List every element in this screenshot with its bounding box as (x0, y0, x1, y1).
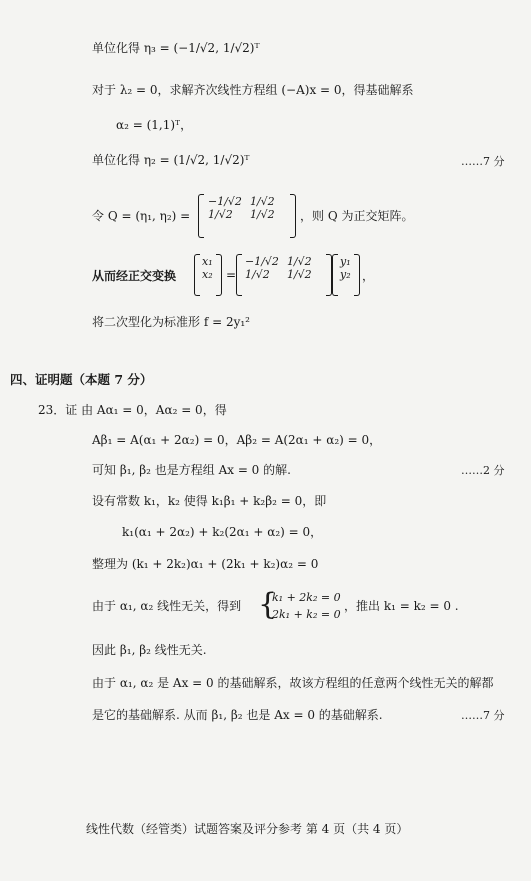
y-2: y₂ (340, 268, 351, 281)
equals: = (226, 268, 237, 282)
proof-line-8: 因此 β₁, β₂ 线性无关. (92, 643, 207, 657)
line-unitize-eta1: 单位化得 η₃ = (−1/√2, 1/√2)ᵀ (92, 41, 260, 55)
proof-line-7-conclusion: ，推出 k₁ = k₂ = 0 . (344, 599, 459, 613)
left-brace: { (258, 587, 278, 622)
score-2: ……2 分 (461, 464, 505, 477)
q-12: 1/√2 (249, 195, 275, 208)
vector-x (198, 255, 217, 281)
right-bracket (290, 194, 296, 238)
y-1: y₁ (340, 255, 351, 268)
line-alpha2: α₂ = (1,1)ᵀ， (116, 118, 193, 132)
section-title: 四、证明题（本题 7 分） (10, 372, 153, 387)
matrix-q-transform (241, 255, 316, 281)
line-unitize-eta2: 单位化得 η₂ = (1/√2, 1/√2)ᵀ (92, 153, 250, 167)
line-transform: 从而经正交变换 (92, 269, 177, 283)
t-22: 1/√2 (286, 268, 312, 281)
system-eq-1: k₁ + 2k₂ = 0 (272, 591, 341, 604)
proof-line-9: 由于 α₁, α₂ 是 Ax = 0 的基础解系，故该方程组的任意两个线性无关的解都 (92, 676, 494, 690)
x-2: x₂ (202, 268, 213, 281)
q-21: 1/√2 (208, 208, 233, 221)
proof-line-10: 是它的基础解系. 从而 β₁, β₂ 也是 Ax = 0 的基础解系. (92, 708, 383, 722)
line-q-orthogonal: ，则 Q 为正交矩阵。 (300, 209, 414, 223)
t-12: 1/√2 (286, 255, 312, 268)
right-bracket (216, 254, 222, 296)
proof-line-6: 整理为 (k₁ + 2k₂)α₁ + (2k₁ + k₂)α₂ = 0 (92, 557, 319, 571)
system-eq-2: 2k₁ + k₂ = 0 (272, 608, 341, 621)
proof-line-3: 可知 β₁, β₂ 也是方程组 Ax = 0 的解. (92, 463, 291, 477)
comma: ， (362, 269, 375, 283)
line-standard-form: 将二次型化为标准形 f = 2y₁² (92, 315, 250, 329)
proof-line-5: k₁(α₁ + 2α₂) + k₂(2α₁ + α₂) = 0， (122, 525, 323, 539)
right-bracket (354, 254, 360, 296)
line-lambda2: 对于 λ₂ = 0，求解齐次线性方程组 (−A)x = 0，得基础解系 (92, 83, 414, 97)
x-1: x₁ (202, 255, 213, 268)
q-22: 1/√2 (249, 208, 275, 221)
t-11: −1/√2 (245, 255, 279, 268)
proof-line-4: 设有常数 k₁，k₂ 使得 k₁β₁ + k₂β₂ = 0，即 (92, 494, 327, 508)
page-footer: 线性代数（经管类）试题答案及评分参考 第 4 页（共 4 页） (86, 822, 409, 836)
proof-line-7: 由于 α₁, α₂ 线性无关，得到 (92, 599, 242, 613)
score-7-a: ……7 分 (461, 155, 505, 168)
line-q-def: 令 Q = (η₁, η₂) = (92, 209, 191, 223)
vector-y (336, 255, 355, 281)
matrix-q (204, 195, 279, 221)
q-11: −1/√2 (208, 195, 242, 208)
t-21: 1/√2 (245, 268, 270, 281)
proof-line-1: 23．证 由 Aα₁ = 0，Aα₂ = 0，得 (38, 403, 227, 417)
proof-line-2: Aβ₁ = A(α₁ + 2α₂) = 0，Aβ₂ = A(2α₁ + α₂) = 0， (92, 433, 382, 447)
score-7-b: ……7 分 (461, 709, 505, 722)
